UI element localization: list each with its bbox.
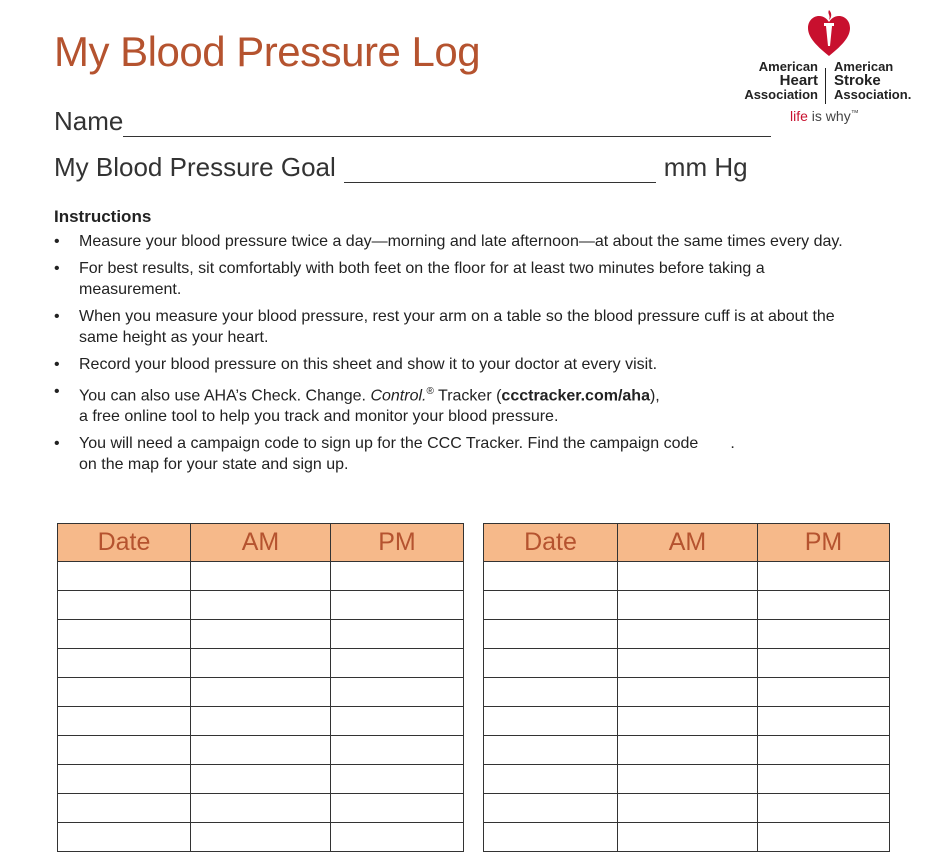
name-input-line[interactable]	[123, 112, 771, 137]
am-cell[interactable]	[618, 823, 758, 852]
date-cell[interactable]	[484, 765, 618, 794]
date-cell[interactable]	[58, 591, 191, 620]
header-pm: PM	[758, 524, 890, 562]
header-date: Date	[484, 524, 618, 562]
date-cell[interactable]	[484, 678, 618, 707]
heart-torch-icon	[804, 10, 854, 60]
table-row	[484, 765, 890, 794]
am-cell[interactable]	[191, 591, 331, 620]
tagline: life is why™	[790, 108, 859, 124]
pm-cell[interactable]	[331, 707, 464, 736]
am-cell[interactable]	[191, 765, 331, 794]
instructions-list	[54, 231, 844, 475]
table-row	[58, 591, 464, 620]
pm-cell[interactable]	[331, 823, 464, 852]
am-cell[interactable]	[191, 794, 331, 823]
pm-cell[interactable]	[758, 736, 890, 765]
table-row	[58, 562, 464, 591]
table-row	[484, 823, 890, 852]
asa-wordmark: American Stroke Association.	[834, 59, 912, 102]
header-pm: PM	[331, 524, 464, 562]
table-row	[58, 678, 464, 707]
date-cell[interactable]	[484, 562, 618, 591]
date-cell[interactable]	[58, 794, 191, 823]
instruction-item: • For best results, sit comfortably with both feet on the floor for at least two minutes before taking a measurement.	[54, 258, 844, 300]
page-title: My Blood Pressure Log	[54, 28, 481, 75]
table-row	[484, 591, 890, 620]
table-row	[58, 707, 464, 736]
table-header-row	[58, 524, 464, 562]
pm-cell[interactable]	[758, 620, 890, 649]
date-cell[interactable]	[484, 794, 618, 823]
instruction-item: • You will need a campaign code to sign up for the CCC Tracker. Find the campaign code . on the map for your state and sign up.	[54, 433, 844, 475]
date-cell[interactable]	[484, 620, 618, 649]
goal-field	[54, 152, 748, 183]
am-cell[interactable]	[191, 620, 331, 649]
pm-cell[interactable]	[331, 620, 464, 649]
pm-cell[interactable]	[331, 765, 464, 794]
pm-cell[interactable]	[758, 765, 890, 794]
instructions-heading: Instructions	[54, 207, 152, 226]
date-cell[interactable]	[58, 620, 191, 649]
instruction-item: • Record your blood pressure on this sheet and show it to your doctor at every visit.	[54, 354, 844, 375]
pm-cell[interactable]	[331, 649, 464, 678]
goal-unit: mm Hg	[663, 152, 748, 182]
bp-log-table-left	[57, 523, 464, 852]
date-cell[interactable]	[58, 736, 191, 765]
table-row	[484, 620, 890, 649]
am-cell[interactable]	[191, 736, 331, 765]
date-cell[interactable]	[484, 591, 618, 620]
header-date: Date	[58, 524, 191, 562]
am-cell[interactable]	[191, 823, 331, 852]
ccc-tracker-link[interactable]: ccctracker.com/aha	[501, 387, 650, 405]
pm-cell[interactable]	[758, 823, 890, 852]
date-cell[interactable]	[58, 678, 191, 707]
date-cell[interactable]	[58, 823, 191, 852]
am-cell[interactable]	[618, 794, 758, 823]
pm-cell[interactable]	[331, 562, 464, 591]
date-cell[interactable]	[58, 562, 191, 591]
pm-cell[interactable]	[331, 736, 464, 765]
logo-divider	[825, 68, 826, 104]
table-row	[58, 736, 464, 765]
am-cell[interactable]	[618, 707, 758, 736]
table-row	[58, 794, 464, 823]
pm-cell[interactable]	[758, 678, 890, 707]
pm-cell[interactable]	[758, 562, 890, 591]
am-cell[interactable]	[191, 649, 331, 678]
name-label: Name	[54, 106, 124, 136]
date-cell[interactable]	[58, 649, 191, 678]
bp-log-table-right	[483, 523, 890, 852]
date-cell[interactable]	[58, 707, 191, 736]
table-row	[484, 678, 890, 707]
table-row	[58, 765, 464, 794]
pm-cell[interactable]	[758, 591, 890, 620]
pm-cell[interactable]	[331, 591, 464, 620]
date-cell[interactable]	[58, 765, 191, 794]
date-cell[interactable]	[484, 736, 618, 765]
table-row	[58, 649, 464, 678]
header-am: AM	[191, 524, 331, 562]
instruction-item: • When you measure your blood pressure, rest your arm on a table so the blood pressure cuff is at about the same height as your heart.	[54, 306, 844, 348]
am-cell[interactable]	[191, 678, 331, 707]
goal-label: My Blood Pressure Goal	[54, 152, 336, 182]
pm-cell[interactable]	[758, 794, 890, 823]
table-row	[484, 707, 890, 736]
date-cell[interactable]	[484, 707, 618, 736]
date-cell[interactable]	[484, 823, 618, 852]
table-row	[484, 736, 890, 765]
am-cell[interactable]	[618, 765, 758, 794]
pm-cell[interactable]	[758, 649, 890, 678]
table-row	[484, 649, 890, 678]
header-am: AM	[618, 524, 758, 562]
am-cell[interactable]	[618, 678, 758, 707]
goal-input-line[interactable]	[344, 158, 656, 183]
am-cell[interactable]	[618, 562, 758, 591]
pm-cell[interactable]	[331, 678, 464, 707]
am-cell[interactable]	[191, 562, 331, 591]
instruction-item: • Measure your blood pressure twice a day—morning and late afternoon—at about the same times every day.	[54, 231, 844, 252]
am-cell[interactable]	[618, 620, 758, 649]
date-cell[interactable]	[484, 649, 618, 678]
instruction-item: • You can also use AHA’s Check. Change. Control.® Tracker (ccctracker.com/aha), a free online tool to help you track and monitor your blood pressure.	[54, 381, 844, 427]
instructions-section	[54, 206, 844, 481]
table-row	[58, 823, 464, 852]
aha-wordmark: American Heart Association	[744, 59, 818, 102]
am-cell[interactable]	[618, 649, 758, 678]
pm-cell[interactable]	[758, 707, 890, 736]
name-field	[54, 106, 771, 137]
am-cell[interactable]	[191, 707, 331, 736]
table-row	[484, 562, 890, 591]
pm-cell[interactable]	[331, 794, 464, 823]
table-row	[484, 794, 890, 823]
am-cell[interactable]	[618, 591, 758, 620]
am-cell[interactable]	[618, 736, 758, 765]
table-header-row	[484, 524, 890, 562]
table-row	[58, 620, 464, 649]
